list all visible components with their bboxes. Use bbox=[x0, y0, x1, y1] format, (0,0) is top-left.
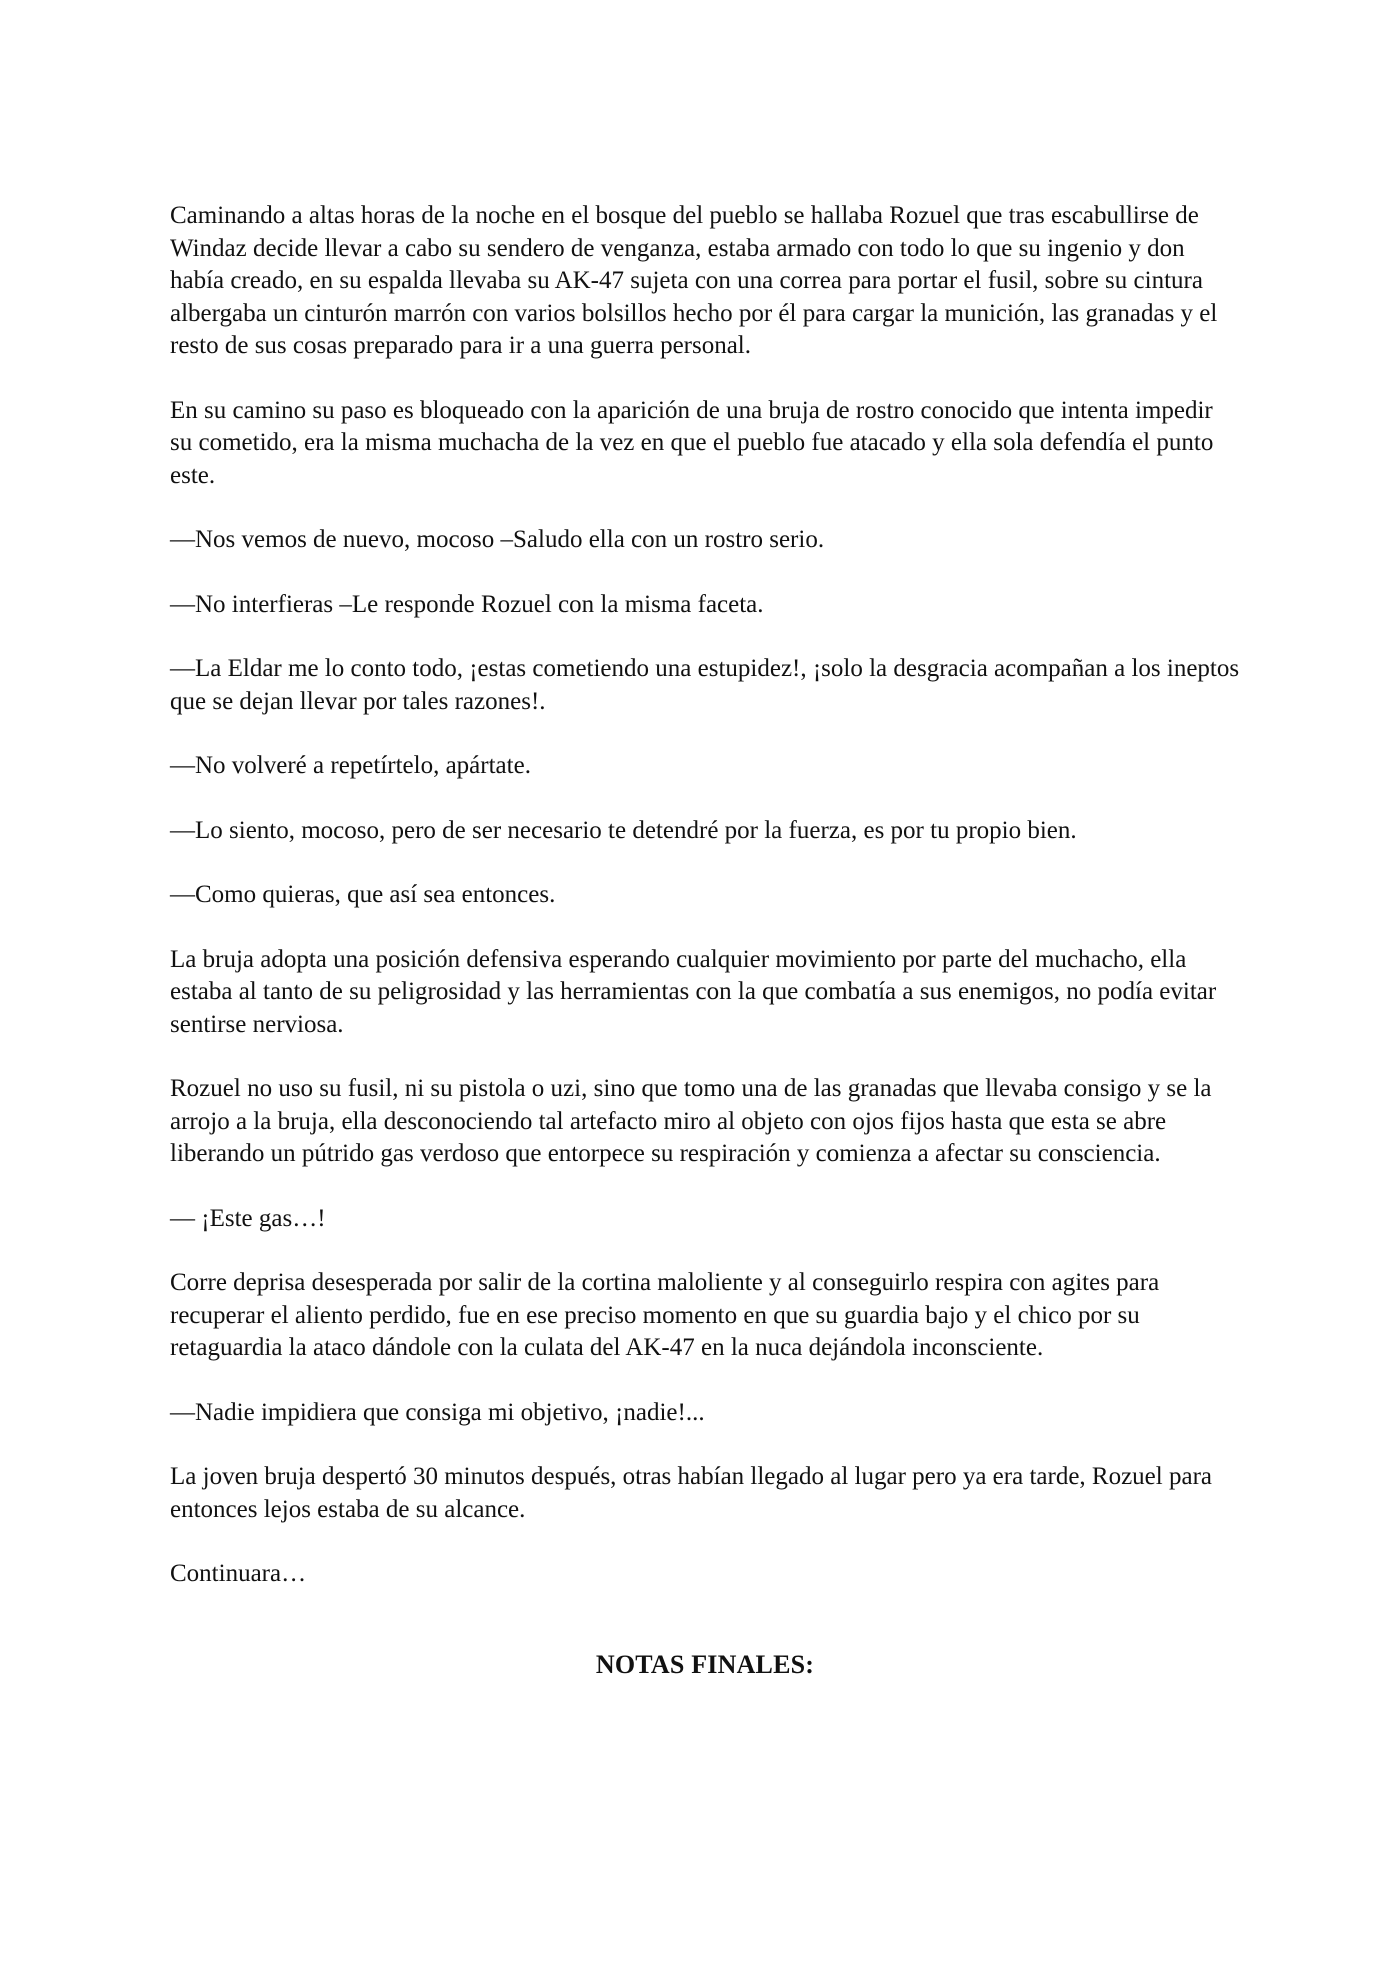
paragraph-4: Rozuel no uso su fusil, ni su pistola o uzi, sino que tomo una de las granadas que llevaba consigo y se la arrojo a la bruja, ella desconociendo tal artefacto miro al objeto con ojos fijos hasta que esta se abre liberando un pútrido gas verdoso que entorpece su respiración y comienza a afectar su consciencia. bbox=[170, 1075, 1212, 1167]
paragraph-6: La joven bruja despertó 30 minutos después, otras habían llegado al lugar pero ya era tarde, Rozuel para entonces lejos estaba de su alcance. bbox=[170, 1463, 1212, 1523]
paragraph-2: En su camino su paso es bloqueado con la aparición de una bruja de rostro conocido que intenta impedir su cometido, era la misma muchacha de la vez en que el pueblo fue atacado y ella sola defendía el punto este. bbox=[170, 396, 1214, 489]
dialogue-line-2: —No interfieras –Le responde Rozuel con la misma faceta. bbox=[170, 590, 764, 618]
dialogue-line-4: —No volveré a repetírtelo, apártate. bbox=[170, 752, 531, 779]
dialogue-line-6: —Como quieras, que así sea entonces. bbox=[170, 881, 556, 908]
dialogue-line-7: — ¡Este gas…! bbox=[170, 1204, 326, 1232]
document-body bbox=[170, 200, 1240, 1713]
paragraph-1: Caminando a altas horas de la noche en el bosque del pueblo se hallaba Rozuel que tras escabullirse de Windaz decide llevar a cabo su sendero de venganza, estaba armado con todo lo que su ingenio y don había creado, en su espalda llevaba su AK-47 sujeta con una correa para portar el fusil, sobre su cintura albergaba un cinturón marrón con varios bolsillos hecho por él para cargar la munición, las granadas y el resto de sus cosas preparado para ir a una guerra personal. bbox=[170, 202, 1218, 359]
paragraph-3: La bruja adopta una posición defensiva esperando cualquier movimiento por parte del muchacho, ella estaba al tanto de su peligrosidad y las herramientas con la que combatía a sus enemigos, no podía evitar sentirse nerviosa. bbox=[170, 945, 1217, 1038]
dialogue-line-5: —Lo siento, mocoso, pero de ser necesario te detendré por la fuerza, es por tu propio bien. bbox=[170, 816, 1077, 844]
dialogue-line-3: —La Eldar me lo conto todo, ¡estas cometiendo una estupidez!, ¡solo la desgracia acompañan a los ineptos que se dejan llevar por tales razones!. bbox=[170, 655, 1240, 715]
notes-title: NOTAS FINALES: bbox=[595, 1649, 815, 1679]
dialogue-line-1: —Nos vemos de nuevo, mocoso –Saludo ella con un rostro serio. bbox=[170, 526, 825, 553]
paragraph-5: Corre deprisa desesperada por salir de la cortina maloliente y al conseguirlo respira con agites para recuperar el aliento perdido, fue en ese preciso momento en que su guardia bajo y el chico por su retaguardia la ataco dándole con la culata del AK-47 en la nuca dejándola inconsciente. bbox=[170, 1269, 1160, 1361]
dialogue-line-8: —Nadie impidiera que consiga mi objetivo, ¡nadie!... bbox=[170, 1398, 705, 1426]
continuation-line: Continuara… bbox=[170, 1560, 307, 1587]
